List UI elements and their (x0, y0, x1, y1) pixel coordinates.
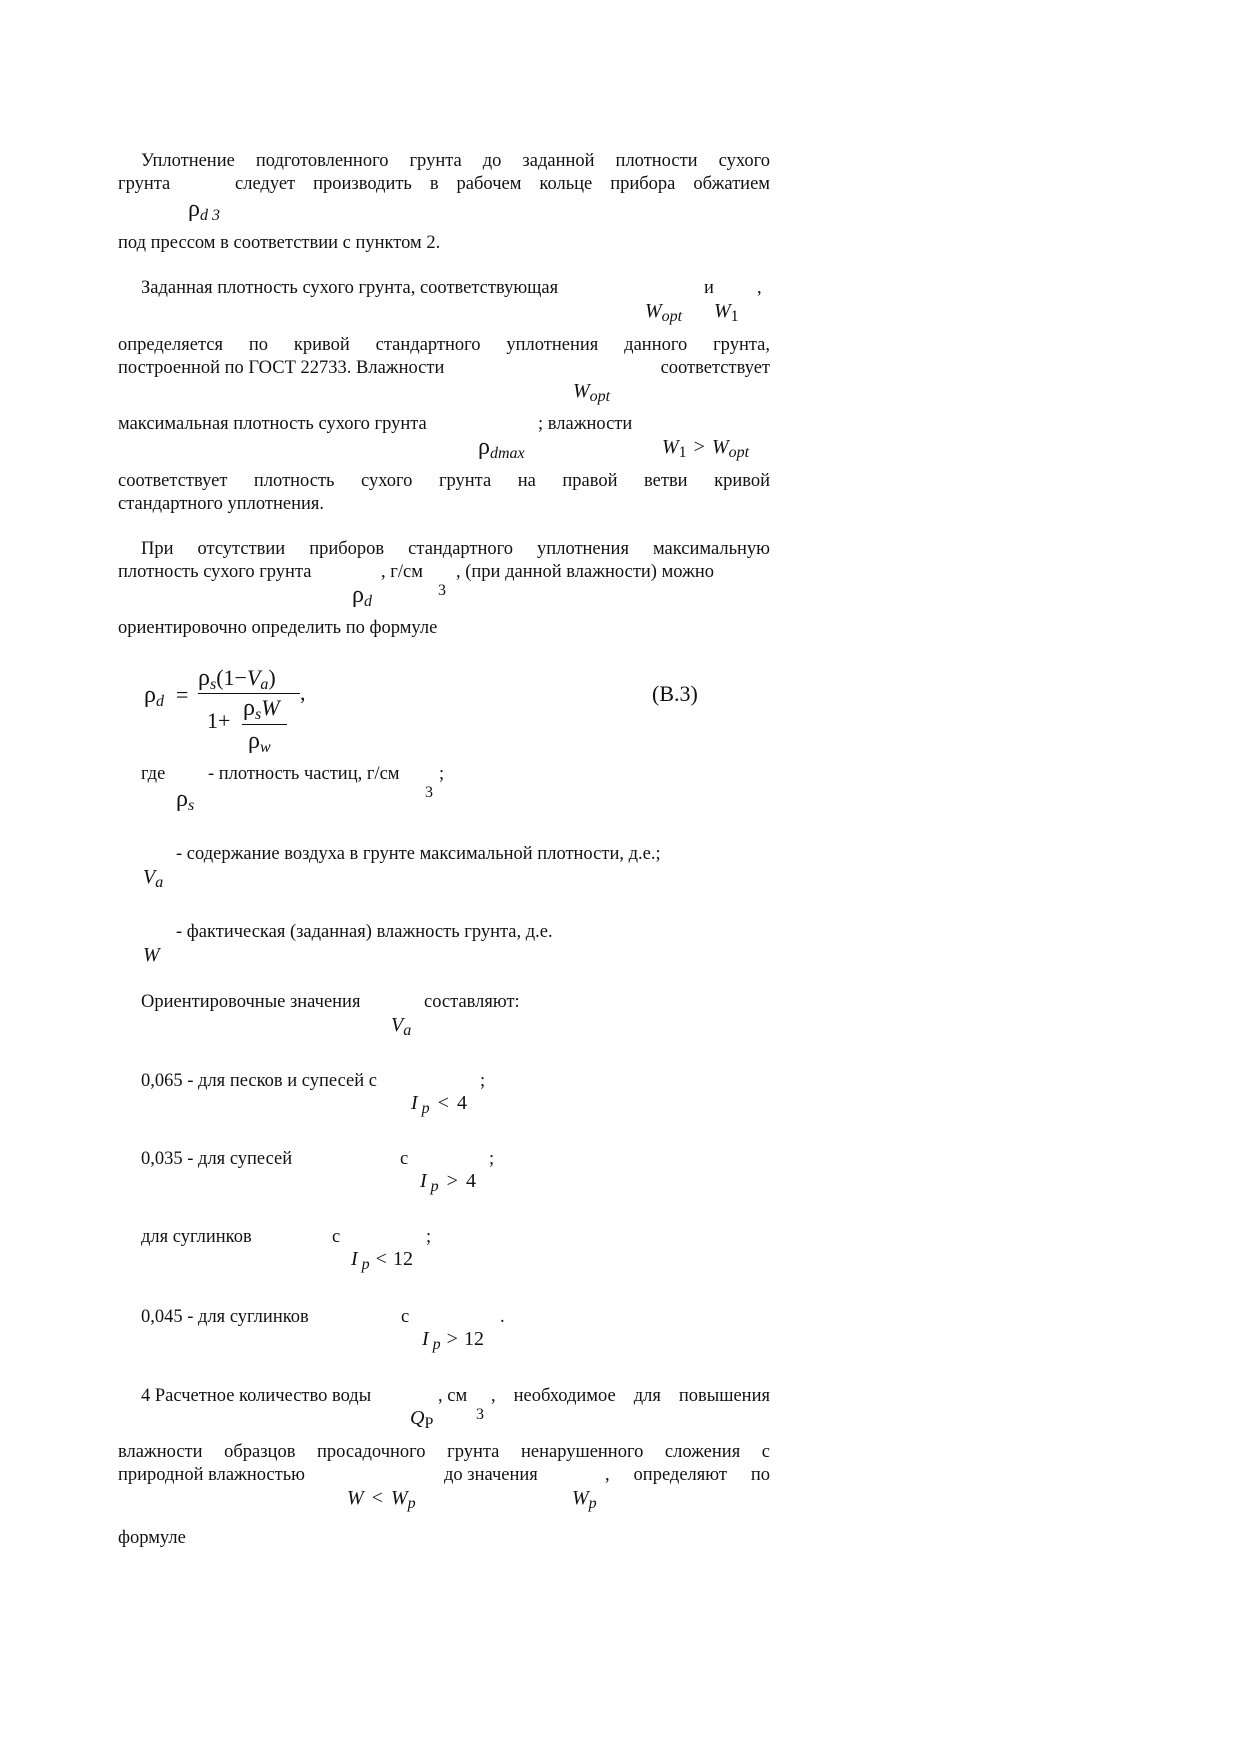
ip-gt-4: I $_p$ > 4 (420, 1170, 476, 1195)
value-1-end: ; (480, 1071, 486, 1091)
p3-line-2-a: плотность сухого грунта (118, 562, 312, 582)
qp-symbol: $Q_P$ (410, 1407, 434, 1432)
p3-line-2-c: , (при данной влажности) можно (456, 562, 715, 582)
formula-one-plus: 1+ (207, 708, 231, 733)
p1-line-2-b: следует производить в рабочем кольце прибора обжатием (235, 174, 770, 194)
ip-lt-12: I $_p$ < 12 (351, 1248, 413, 1273)
value-4-c: с (401, 1307, 410, 1327)
w-description: - фактическая (заданная) влажность грунта, д.е. (176, 922, 553, 942)
w-opt-symbol-2: $W_{opt}$ (573, 380, 611, 405)
where-rho-s-desc: - плотность частиц, г/см (208, 764, 400, 784)
value-2-end: ; (489, 1149, 495, 1169)
p1-line-1: Уплотнение подготовленного грунта до заданной плотности сухого (141, 151, 770, 171)
value-1: 0,065 - для песков и супесей с (141, 1071, 377, 1091)
p2-line-6: стандартного уплотнения. (118, 494, 325, 514)
w-symbol: W (143, 944, 160, 966)
p2-line-4: максимальная плотность сухого грунта (118, 414, 427, 434)
rho-d3-symbol: $\rho_{d 3}$ (188, 196, 220, 224)
p4-line-3-c: , определяют по (605, 1465, 770, 1485)
formula-numerator: ρs(1−Va) (198, 665, 276, 693)
va-symbol-2: $V_a$ (391, 1014, 412, 1039)
p4-line-1-c: , необходимое для повышения (491, 1386, 770, 1406)
w-opt-symbol: $W_{opt}$ (645, 300, 683, 325)
where-label: где (141, 764, 166, 784)
ip-gt-12: I $_p$ > 12 (422, 1328, 484, 1353)
p1-line-2 (118, 173, 770, 196)
wp-symbol: $W_p$ (572, 1487, 597, 1512)
p4-line-4: формуле (118, 1528, 186, 1548)
formula-lhs: ρd = (144, 682, 189, 710)
value-3: для суглинков (141, 1227, 252, 1247)
formula-comma: , (300, 680, 306, 705)
p2-line-2: определяется по кривой стандартного уплотнения данного грунта, (118, 335, 770, 355)
w1-gt-wopt: $W_1 > W_{opt}$ (662, 436, 750, 461)
approx-label: Ориентировочные значения (141, 992, 361, 1012)
rho-d-symbol: $\rho_d$ (352, 582, 372, 610)
p2-line-4-b: ; влажности (538, 414, 633, 434)
cube-superscript: 3 (438, 582, 446, 599)
p2-and: и (704, 278, 714, 298)
p1-line-3: под прессом в соответствии с пунктом 2. (118, 233, 441, 253)
value-2: 0,035 - для супесей (141, 1149, 293, 1169)
formula-main-fraction-line (198, 693, 300, 694)
cube-superscript-2: 3 (425, 784, 433, 801)
p4-line-2: влажности образцов просадочного грунта ненарушенного сложения с (118, 1442, 770, 1462)
rho-s-symbol: $\rho_s$ (176, 786, 195, 814)
where-semicolon: ; (439, 764, 445, 784)
value-3-c: с (332, 1227, 341, 1247)
p1-line-2-a: грунта (118, 174, 171, 194)
rho-dmax-symbol: $\rho_{dmax}$ (478, 434, 525, 462)
formula-inner-denominator: ρw (248, 728, 271, 756)
w-lt-wp: $W < W_p$ (347, 1487, 416, 1512)
p2-line-1: Заданная плотность сухого грунта, соответствующая (141, 278, 559, 298)
va-symbol: $V_a$ (143, 866, 164, 891)
p3-line-1: При отсутствии приборов стандартного уплотнения максимальную (141, 539, 770, 559)
value-2-c: с (400, 1149, 409, 1169)
approx-label-b: составляют: (424, 992, 520, 1012)
p2-comma: , (757, 278, 762, 298)
value-3-end: ; (426, 1227, 432, 1247)
formula-inner-fraction-line (242, 724, 287, 725)
p2-line-3: построенной по ГОСТ 22733. Влажности соответствует (118, 358, 770, 378)
w1-symbol: $W_1$ (714, 300, 739, 325)
formula-label: (B.3) (652, 681, 698, 706)
p3-line-2-b: , г/см (381, 562, 423, 582)
ip-lt-4: I $_p$ < 4 (411, 1092, 467, 1117)
value-4: 0,045 - для суглинков (141, 1307, 309, 1327)
p3-line-3: ориентировочно определить по формуле (118, 618, 438, 638)
p2-line-5: соответствует плотность сухого грунта на правой ветви кривой (118, 471, 770, 491)
formula-inner-numerator: ρsW (243, 695, 280, 723)
p4-line-3-a: природной влажностью (118, 1465, 305, 1485)
p4-line-1-b: , см (438, 1386, 468, 1406)
p4-line-1-a: 4 Расчетное количество воды (141, 1386, 372, 1406)
va-description: - содержание воздуха в грунте максимальной плотности, д.е.; (176, 844, 661, 864)
p4-line-3-b: до значения (444, 1465, 538, 1485)
cube-superscript-3: 3 (476, 1406, 484, 1423)
value-4-end: . (500, 1307, 505, 1327)
